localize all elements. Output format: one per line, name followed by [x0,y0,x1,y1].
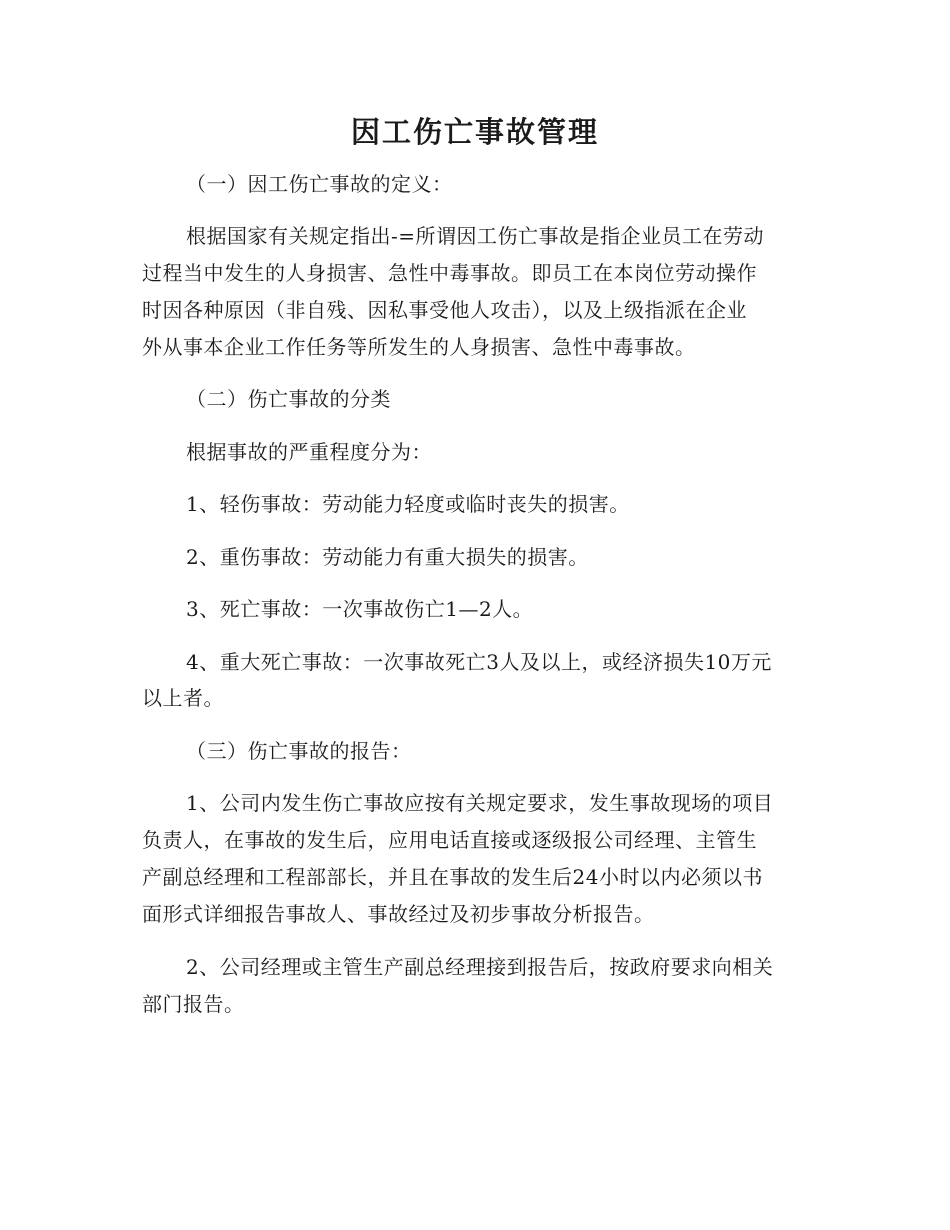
section-3-paragraph-1-line: 1、公司内发生伤亡事故应按有关规定要求，发生事故现场的项目 [186,791,774,815]
section-1-paragraph-line: 过程当中发生的人身损害、急性中毒事故。即员工在本岗位劳动操作 [142,261,757,285]
section-3-paragraph-1-line: 面形式详细报告事故人、事故经过及初步事故分析报告。 [142,902,655,926]
section-2-intro: 根据事故的严重程度分为： [186,440,432,464]
section-2-item: 3、死亡事故：一次事故伤亡1—2人。 [186,597,534,621]
section-3-paragraph-2-line: 部门报告。 [142,992,245,1016]
section-1-paragraph-line: 根据国家有关规定指出-=所谓因工伤亡事故是指企业员工在劳动 [186,224,765,248]
document-title: 因工伤亡事故管理 [350,115,599,149]
section-3-paragraph-2-line: 2、公司经理或主管生产副总经理接到报告后，按政府要求向相关 [186,955,774,979]
section-3-paragraph-1-line: 产副总经理和工程部部长，并且在事故的发生后24小时以内必须以书 [142,865,763,889]
section-1-paragraph-line: 时因各种原因（非自残、因私事受他人攻击），以及上级指派在企业 [142,298,747,322]
section-2-item: 1、轻伤事故：劳动能力轻度或临时丧失的损害。 [186,492,630,516]
section-1-paragraph-line: 外从事本企业工作任务等所发生的人身损害、急性中毒事故。 [142,335,696,359]
section-2-item-4-line: 4、重大死亡事故：一次事故死亡3人及以上，或经济损失10万元 [186,650,772,674]
section-2-item-4-line: 以上者。 [142,686,224,710]
section-3-heading: （三）伤亡事故的报告： [186,739,412,763]
section-1-heading: （一）因工伤亡事故的定义： [186,172,453,196]
section-3-paragraph-1-line: 负责人，在事故的发生后，应用电话直接或逐级报公司经理、主管生 [142,828,757,852]
section-2-heading: （二）伤亡事故的分类 [186,387,391,411]
section-2-item: 2、重伤事故：劳动能力有重大损失的损害。 [186,545,589,569]
